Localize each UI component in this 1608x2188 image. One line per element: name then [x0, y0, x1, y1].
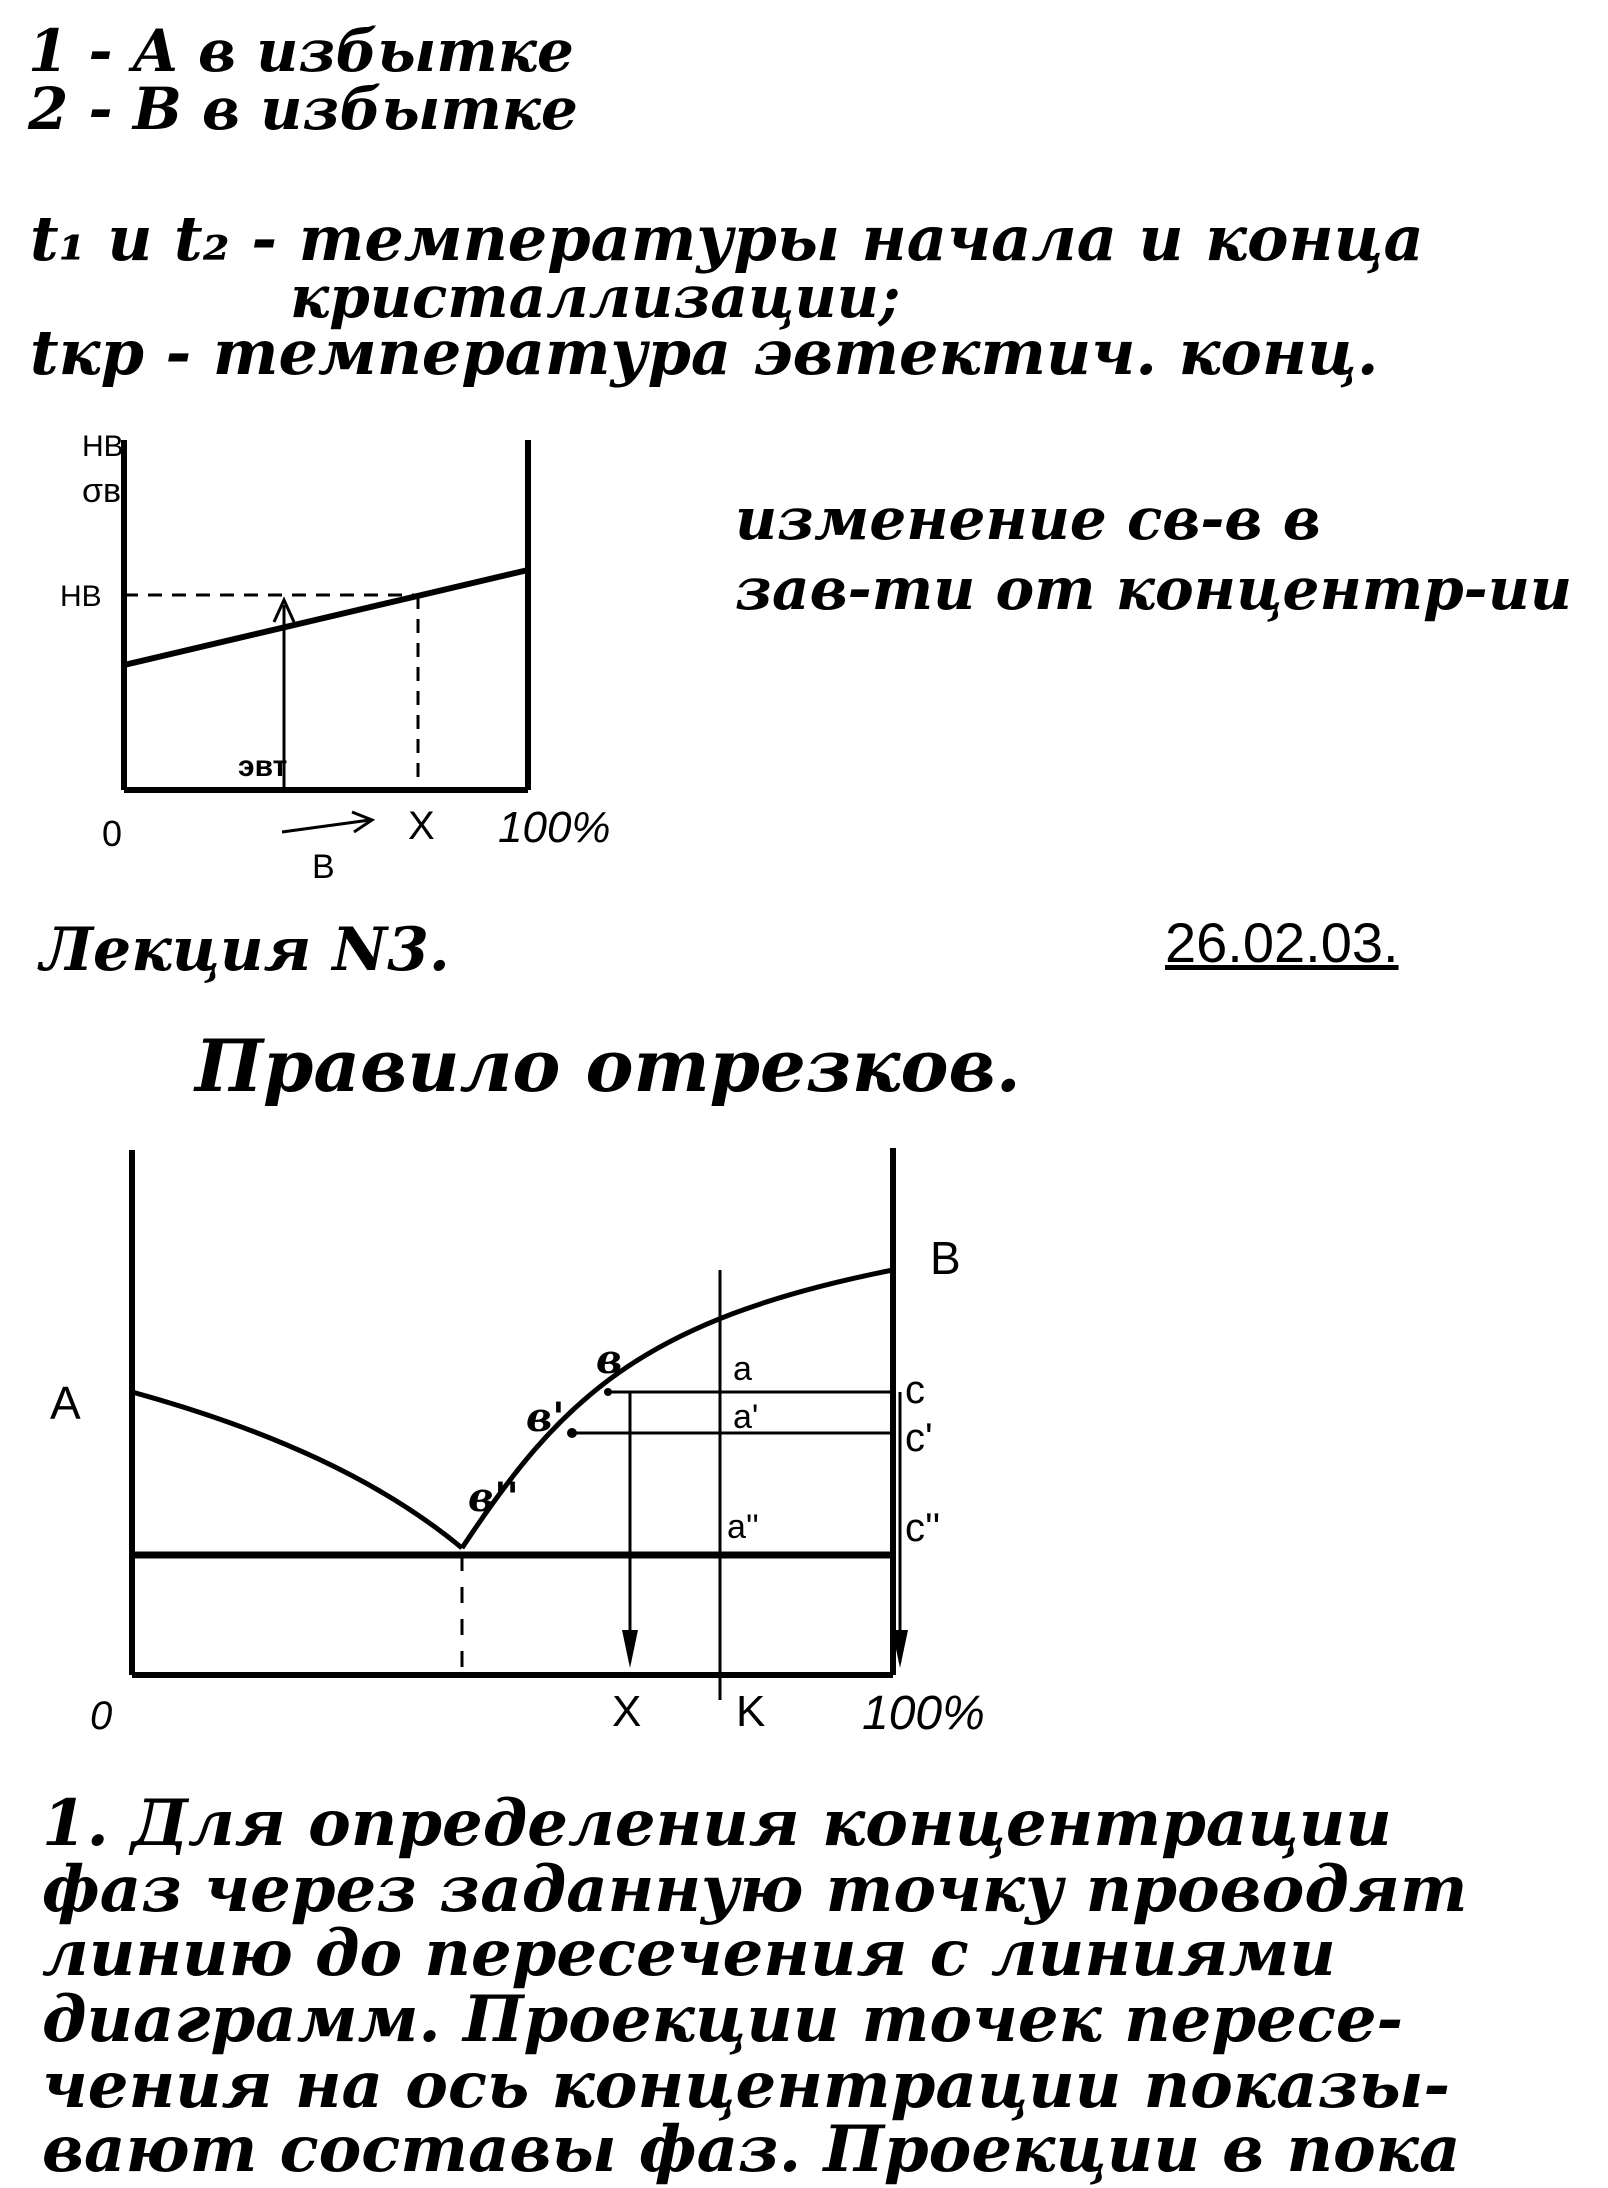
phase-label-c2: c'' — [905, 1506, 941, 1550]
eutectic-label: эвт — [238, 750, 288, 783]
paragraph-line-6: вают составы фаз. Проекции в пока — [42, 2112, 1461, 2187]
lecture-date: 26.02.03. — [1165, 911, 1399, 974]
hardness-origin-label: 0 — [102, 813, 123, 854]
property-note-line1: изменение св-в в — [735, 485, 1321, 553]
excess-b-line: 2 - B в избытке — [28, 75, 578, 143]
paragraph-line-3: линию до пересечения с линиями — [42, 1916, 1336, 1991]
definition-temperatures: t₁ и t₂ - температуры начала и конца — [30, 202, 1424, 275]
phase-label-c1: c' — [905, 1416, 933, 1460]
c-projection-arrowhead — [892, 1630, 908, 1668]
phase-label-b: в — [596, 1336, 623, 1383]
paragraph-line-4: диаграмм. Проекции точек пересе- — [42, 1982, 1404, 2057]
phase-label-b2: в'' — [468, 1474, 519, 1521]
hardness-100-label: 100% — [498, 803, 611, 852]
phase-label-c: c — [905, 1368, 925, 1412]
phase-x-mark: X — [612, 1687, 642, 1736]
hb-axis-label: HB — [82, 430, 124, 463]
eutectic-arrowhead — [274, 600, 294, 622]
paragraph-line-5: чения на ось концентрации показы- — [42, 2048, 1451, 2123]
hb-marker-label: HB — [60, 580, 102, 613]
hardness-line — [124, 570, 528, 665]
point-b1 — [567, 1428, 577, 1438]
sigma-axis-label: σв — [82, 472, 122, 510]
point-b — [604, 1388, 612, 1396]
phase-label-A: A — [50, 1377, 81, 1429]
paragraph-line-2: фаз через заданную точку проводят — [42, 1852, 1468, 1927]
phase-label-a1: a' — [733, 1398, 759, 1436]
liquidus-left — [132, 1392, 462, 1548]
phase-100-label: 100% — [862, 1687, 985, 1740]
phase-label-a: a — [733, 1350, 752, 1388]
phase-label-b1: в' — [526, 1394, 565, 1441]
property-note-line2: зав-ти от концентр-ии — [735, 555, 1573, 623]
paragraph-line-1: 1. Для определения концентрации — [42, 1786, 1392, 1861]
b-direction-arrowhead — [352, 812, 372, 832]
lecture-title: Лекция N3. — [40, 915, 450, 985]
definition-crystallization: кристаллизации; — [290, 263, 901, 331]
b-direction-arrow — [282, 820, 370, 832]
phase-origin-label: 0 — [90, 1694, 113, 1738]
phase-label-B: B — [930, 1232, 961, 1284]
x-projection-arrowhead — [622, 1630, 638, 1668]
phase-label-a2: a'' — [727, 1508, 759, 1546]
hardness-x-mark: X — [408, 804, 435, 848]
hardness-b-label: B — [312, 848, 335, 886]
definition-eutectic-temperature: tкр - температура эвтектич. конц. — [30, 316, 1379, 389]
phase-k-mark: K — [736, 1687, 766, 1736]
excess-a-line: 1 - A в избытке — [28, 17, 574, 85]
section-title: Правило отрезков. — [195, 1023, 1021, 1108]
